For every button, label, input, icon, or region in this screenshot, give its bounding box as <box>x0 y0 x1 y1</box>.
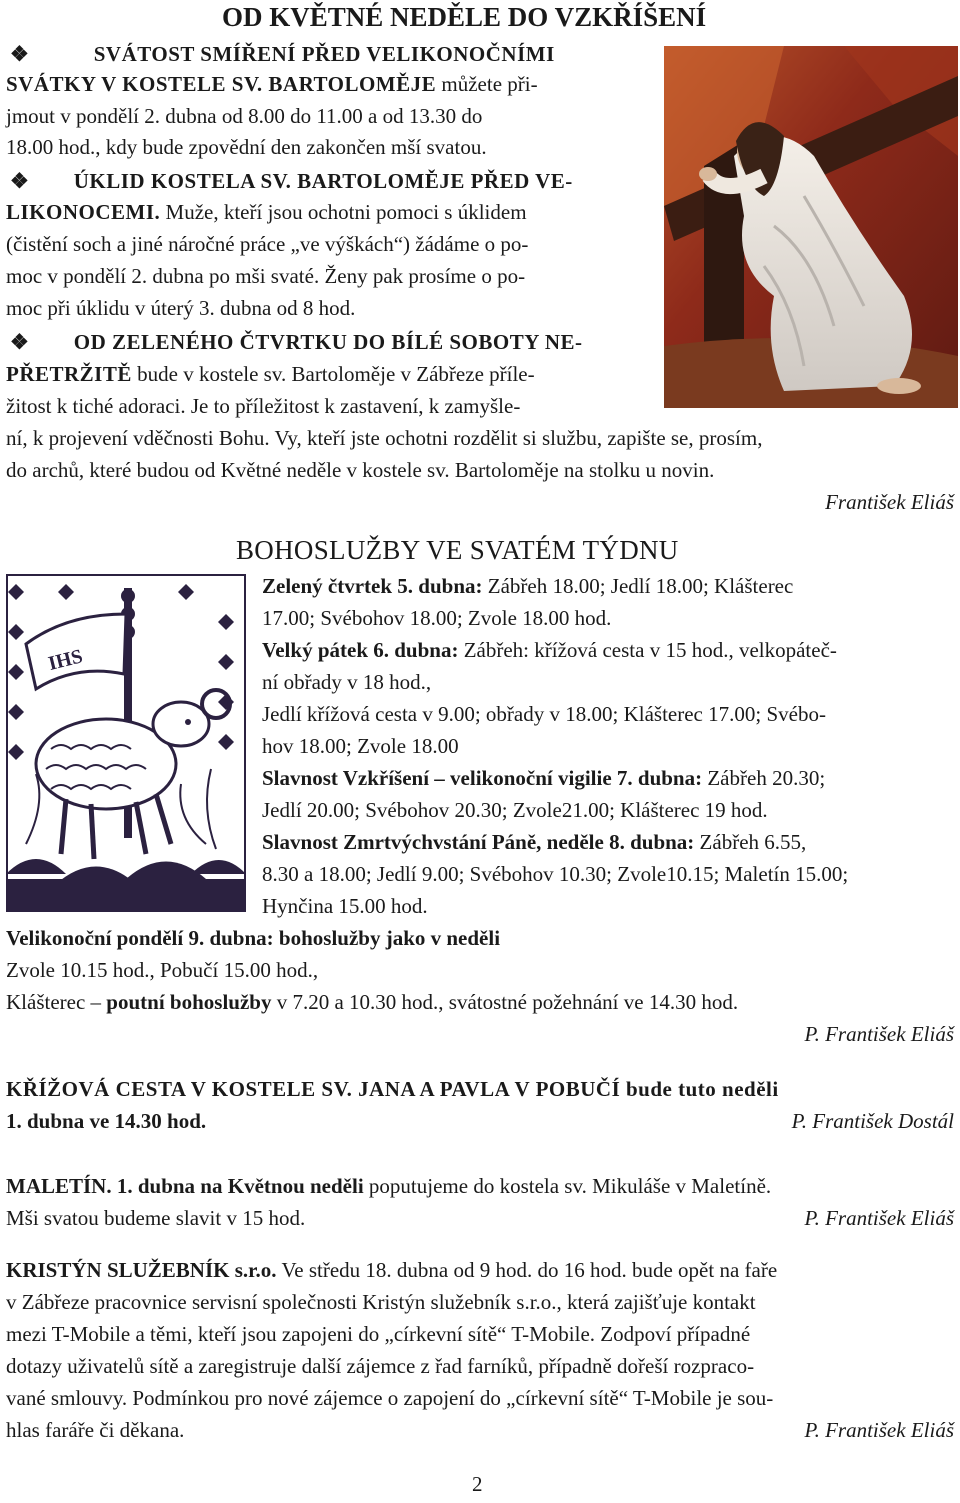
signature-section3: P. František Dostál <box>791 1109 954 1133</box>
kristyn-line3: mezi T-Mobile a těmi, kteří jsou zapojeni do „církevní sítě“ T-Mobile. Zodpoví případné <box>6 1322 751 1346</box>
item3-line2: PŘETRŽITĚ bude v kostele sv. Bartoloměje v Zábřeze příle- <box>6 362 535 386</box>
item3-line5: do archů, které budou od Květné neděle v kostele sv. Bartoloměje na stolku u novin. <box>6 458 715 482</box>
friday-line2: ní obřady v 18 hod., <box>262 670 432 694</box>
diamond-bullet-icon: ❖ <box>10 169 30 193</box>
banner-text: IHS <box>46 645 85 675</box>
item1-line4: 18.00 hod., kdy bude zpovědní den zakončen mší svatou. <box>6 135 487 159</box>
item2-line4: moc v pondělí 2. dubna po mši svaté. Ženy pak prosíme o po- <box>6 264 526 288</box>
jesus-carrying-cross-image <box>664 46 958 408</box>
diamond-bullet-icon: ❖ <box>10 42 30 66</box>
item3-line3: žitost k tiché adoraci. Je to příležitost k zastavení, k zamyšle- <box>6 394 521 418</box>
item2-line2: LIKONOCEMI. Muže, kteří jsou ochotni pomoci s úklidem <box>6 200 527 224</box>
monday-line1: Zvole 10.15 hod., Pobučí 15.00 hod., <box>6 958 319 982</box>
page-number: 2 <box>472 1472 483 1496</box>
way-of-cross-line1: KŘÍŽOVÁ CESTA V KOSTELE SV. JANA A PAVLA V POBUČÍ bude tuto neděli <box>6 1077 779 1101</box>
way-of-cross-line2: 1. dubna ve 14.30 hod. <box>6 1109 207 1133</box>
monday-line2: Klášterec – poutní bohoslužby v 7.20 a 10.30 hod., svátostné požehnání ve 14.30 hod. <box>6 990 739 1014</box>
signature-section2: P. František Eliáš <box>804 1022 954 1046</box>
section-title-holy-week: BOHOSLUŽBY VE SVATÉM TÝDNU <box>236 535 679 565</box>
maletin-line2: Mši svatou budeme slavit v 15 hod. <box>6 1206 306 1230</box>
item1-line2: SVÁTKY V KOSTELE SV. BARTOLOMĚJE můžete při- <box>6 72 538 96</box>
easter-line3: Hynčina 15.00 hod. <box>262 894 428 918</box>
section-title-palm-sunday: OD KVĚTNÉ NEDĚLE DO VZKŘÍŠENÍ <box>222 2 707 32</box>
item2-line5: moc při úklidu v úterý 3. dubna od 8 hod. <box>6 296 356 320</box>
item2-heading-line1: ❖ ÚKLID KOSTELA SV. BARTOLOMĚJE PŘED VE- <box>10 165 573 197</box>
kristyn-line6: hlas faráře či děkana. <box>6 1418 185 1442</box>
kristyn-line2: v Zábřeze pracovnice servisní společnosti Kristýn služebník s.r.o., která zajišťuje kontakt <box>6 1290 756 1314</box>
signature-section1: František Eliáš <box>825 490 954 514</box>
maletin-line1: MALETÍN. 1. dubna na Květnou neděli poputujeme do kostela sv. Mikuláše v Maletíně. <box>6 1174 772 1198</box>
vigil-line2: Jedlí 20.00; Svébohov 20.30; Zvole21.00; Klášterec 19 hod. <box>262 798 768 822</box>
item1-line3: jmout v pondělí 2. dubna od 8.00 do 11.00 a od 13.30 do <box>6 104 483 128</box>
friday-line1: Velký pátek 6. dubna: Zábřeh: křížová cesta v 15 hod., velkopáteč- <box>262 638 837 662</box>
kristyn-line1: KRISTÝN SLUŽEBNÍK s.r.o. Ve středu 18. dubna od 9 hod. do 16 hod. bude opět na faře <box>6 1258 778 1282</box>
easter-line2: 8.30 a 18.00; Jedlí 9.00; Svébohov 10.30; Zvole10.15; Maletín 15.00; <box>262 862 849 886</box>
friday-line4: hov 18.00; Zvole 18.00 <box>262 734 459 758</box>
item1-heading-line1: ❖ SVÁTOST SMÍŘENÍ PŘED VELIKONOČNÍMI <box>10 38 555 70</box>
diamond-bullet-icon: ❖ <box>10 330 30 354</box>
signature-section5: P. František Eliáš <box>804 1418 954 1442</box>
friday-line3: Jedlí křížová cesta v 9.00; obřady v 18.00; Klášterec 17.00; Svébo- <box>262 702 826 726</box>
thursday-line2: 17.00; Svébohov 18.00; Zvole 18.00 hod. <box>262 606 612 630</box>
item2-line3: (čistění soch a jiné náročné práce „ve výškách“) žádáme o po- <box>6 232 529 256</box>
easter-line1: Slavnost Zmrtvýchvstání Páně, neděle 8. dubna: Zábřeh 6.55, <box>262 830 807 854</box>
thursday-line1: Zelený čtvrtek 5. dubna: Zábřeh 18.00; Jedlí 18.00; Klášterec <box>262 574 794 598</box>
paschal-lamb-image <box>6 574 246 912</box>
vigil-line1: Slavnost Vzkříšení – velikonoční vigilie 7. dubna: Zábřeh 20.30; <box>262 766 826 790</box>
item3-heading-line1: ❖ OD ZELENÉHO ČTVRTKU DO BÍLÉ SOBOTY NE- <box>10 326 583 358</box>
signature-section4: P. František Eliáš <box>804 1206 954 1230</box>
kristyn-line5: vané smlouvy. Podmínkou pro nové zájemce o zapojení do „církevní sítě“ T-Mobile je sou- <box>6 1386 774 1410</box>
monday-heading: Velikonoční pondělí 9. dubna: bohoslužby jako v neděli <box>6 926 501 950</box>
kristyn-line4: dotazy uživatelů sítě a zaregistruje další zájemce z řad farníků, případně dořeší rozpraco- <box>6 1354 755 1378</box>
item3-line4: ní, k projevení vděčnosti Bohu. Vy, kteří jste ochotni rozdělit si službu, zapište se, prosím, <box>6 426 763 450</box>
